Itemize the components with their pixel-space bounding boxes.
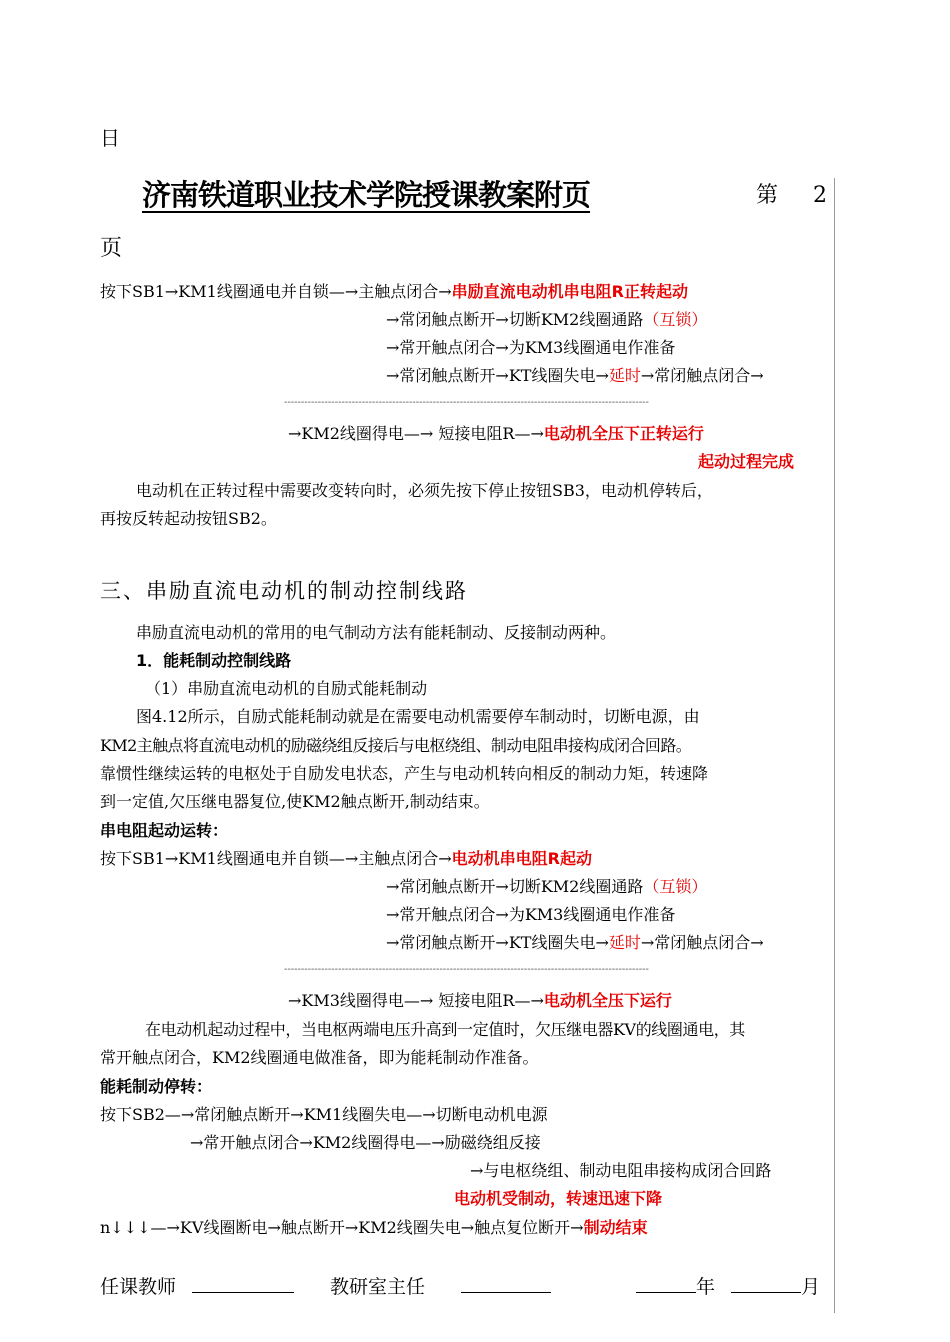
- para1-line1: 电动机在正转过程中需要改变转向时，必须先按下停止按钮SB3，电动机停转后，: [136, 481, 713, 500]
- seq2-line4: [386, 933, 764, 953]
- section3-para-line2: KM2主触点将直流电动机的励磁绕组反接后与电枢绕组、制动电阻串接构成闭合回路。: [100, 736, 692, 755]
- footer-director: [330, 1274, 551, 1299]
- page-suffix: 页: [100, 236, 123, 261]
- footer-date: [636, 1274, 820, 1299]
- seq2-line4-text: →常闭触点断开→KT线圈失电→: [386, 933, 609, 952]
- section3-intro: 串励直流电动机的常用的电气制动方法有能耗制动、反接制动两种。: [136, 623, 617, 642]
- footer-teacher-label: 任课教师: [100, 1276, 177, 1298]
- seq1-interlock-note: （互锁）: [643, 310, 708, 329]
- section3-para-line4: 到一定值,欠压继电器复位,使KM2触点断开,制动结束。: [100, 792, 490, 811]
- seq1-line5: [288, 424, 704, 444]
- seq2-line1-result: 电动机串电阻R起动: [451, 849, 592, 868]
- seq3-line2: →常开触点闭合→KM2线圈得电—→励磁绕组反接: [190, 1133, 541, 1152]
- seq1-line4: [386, 366, 764, 386]
- seq3-line3: →与电枢绕组、制动电阻串接构成闭合回路: [470, 1161, 772, 1180]
- seq1-delay: 延时: [608, 366, 641, 385]
- para2-line2: 常开触点闭合，KM2线圈通电做准备，即为能耗制动作准备。: [100, 1048, 539, 1067]
- seq3-line1: 按下SB2—→常闭触点断开→KM1线圈失电—→切断电动机电源: [100, 1105, 548, 1124]
- seq2-line5: [288, 991, 672, 1011]
- seq3-line5-result: 制动结束: [583, 1218, 648, 1237]
- seq1-line2: [386, 310, 707, 330]
- section3-sub1: 1．能耗制动控制线路: [136, 651, 292, 670]
- month-blank: [731, 1274, 801, 1293]
- seq2-line1: [100, 849, 592, 869]
- seq3-line5: [100, 1218, 648, 1238]
- seq2-line1-text: 按下SB1→KM1线圈通电并自锁—→主触点闭合→: [100, 849, 452, 868]
- footer-teacher: [100, 1274, 294, 1299]
- seq1-line1-text: 按下SB1→KM1线圈通电并自锁—→主触点闭合→: [100, 282, 452, 301]
- footer-director-label: 教研室主任: [330, 1276, 426, 1298]
- seq3-label: 能耗制动停转：: [100, 1077, 213, 1096]
- year-blank: [636, 1274, 696, 1293]
- section3-heading: 三、串励直流电动机的制动控制线路: [100, 579, 468, 603]
- seq1-line4-tail: →常闭触点闭合→: [640, 366, 764, 385]
- section3-sub1-1: （1）串励直流电动机的自励式能耗制动: [145, 679, 428, 698]
- seq1-line1: [100, 282, 688, 302]
- seq2-line2: [386, 877, 707, 897]
- seq1-line5-text: →KM2线圈得电—→ 短接电阻R—→: [288, 424, 544, 443]
- section3-para-line1: 图4.12所示，自励式能耗制动就是在需要电动机需要停车制动时，切断电源，由: [136, 707, 700, 726]
- page-prefix: 第: [756, 183, 779, 208]
- page-title: 济南铁道职业技术学院授课教案附页: [142, 178, 591, 212]
- seq1-dash-divider: ------------------------------------------------------------------------------------------------------------: [284, 397, 649, 408]
- footer-month-label: 月: [801, 1276, 821, 1298]
- seq2-line2-text: →常闭触点断开→切断KM2线圈通路: [386, 877, 644, 896]
- seq2-line5-text: →KM3线圈得电—→ 短接电阻R—→: [288, 991, 544, 1010]
- seq1-line3: →常开触点闭合→为KM3线圈通电作准备: [386, 338, 676, 357]
- seq2-interlock-note: （互锁）: [643, 877, 708, 896]
- day-char: 日: [100, 126, 120, 150]
- section3-para-line3: 靠惯性继续运转的电枢处于自励发电状态，产生与电动机转向相反的制动力矩，转速降: [100, 764, 709, 783]
- seq2-label: 串电阻起动运转：: [100, 821, 229, 840]
- seq2-line4-tail: →常闭触点闭合→: [640, 933, 764, 952]
- seq3-line5-text: n↓↓↓—→KV线圈断电→触点断开→KM2线圈失电→触点复位断开→: [100, 1218, 584, 1237]
- seq1-line4-text: →常闭触点断开→KT线圈失电→: [386, 366, 609, 385]
- footer-year-label: 年: [696, 1276, 716, 1298]
- seq2-delay: 延时: [608, 933, 641, 952]
- seq1-line5-result: 电动机全压下正转运行: [543, 424, 704, 443]
- seq1-complete: 起动过程完成: [698, 452, 795, 471]
- seq2-line5-result: 电动机全压下运行: [543, 991, 672, 1010]
- seq1-line1-result: 串励直流电动机串电阻R正转起动: [451, 282, 688, 301]
- seq1-line2-text: →常闭触点断开→切断KM2线圈通路: [386, 310, 644, 329]
- seq3-line4: 电动机受制动，转速迅速下降: [454, 1189, 663, 1208]
- teacher-signature-blank: [192, 1274, 294, 1293]
- seq2-line3: →常开触点闭合→为KM3线圈通电作准备: [386, 905, 676, 924]
- para1-line2: 再按反转起动按钮SB2。: [100, 509, 277, 528]
- director-signature-blank: [461, 1274, 551, 1293]
- right-margin-rule: [834, 178, 835, 1313]
- para2-line1: 在电动机起动过程中，当电枢两端电压升高到一定值时，欠压继电器KV的线圈通电，其: [145, 1020, 745, 1039]
- seq2-dash-divider: ------------------------------------------------------------------------------------------------------------: [284, 964, 649, 975]
- page-number: 2: [813, 183, 827, 208]
